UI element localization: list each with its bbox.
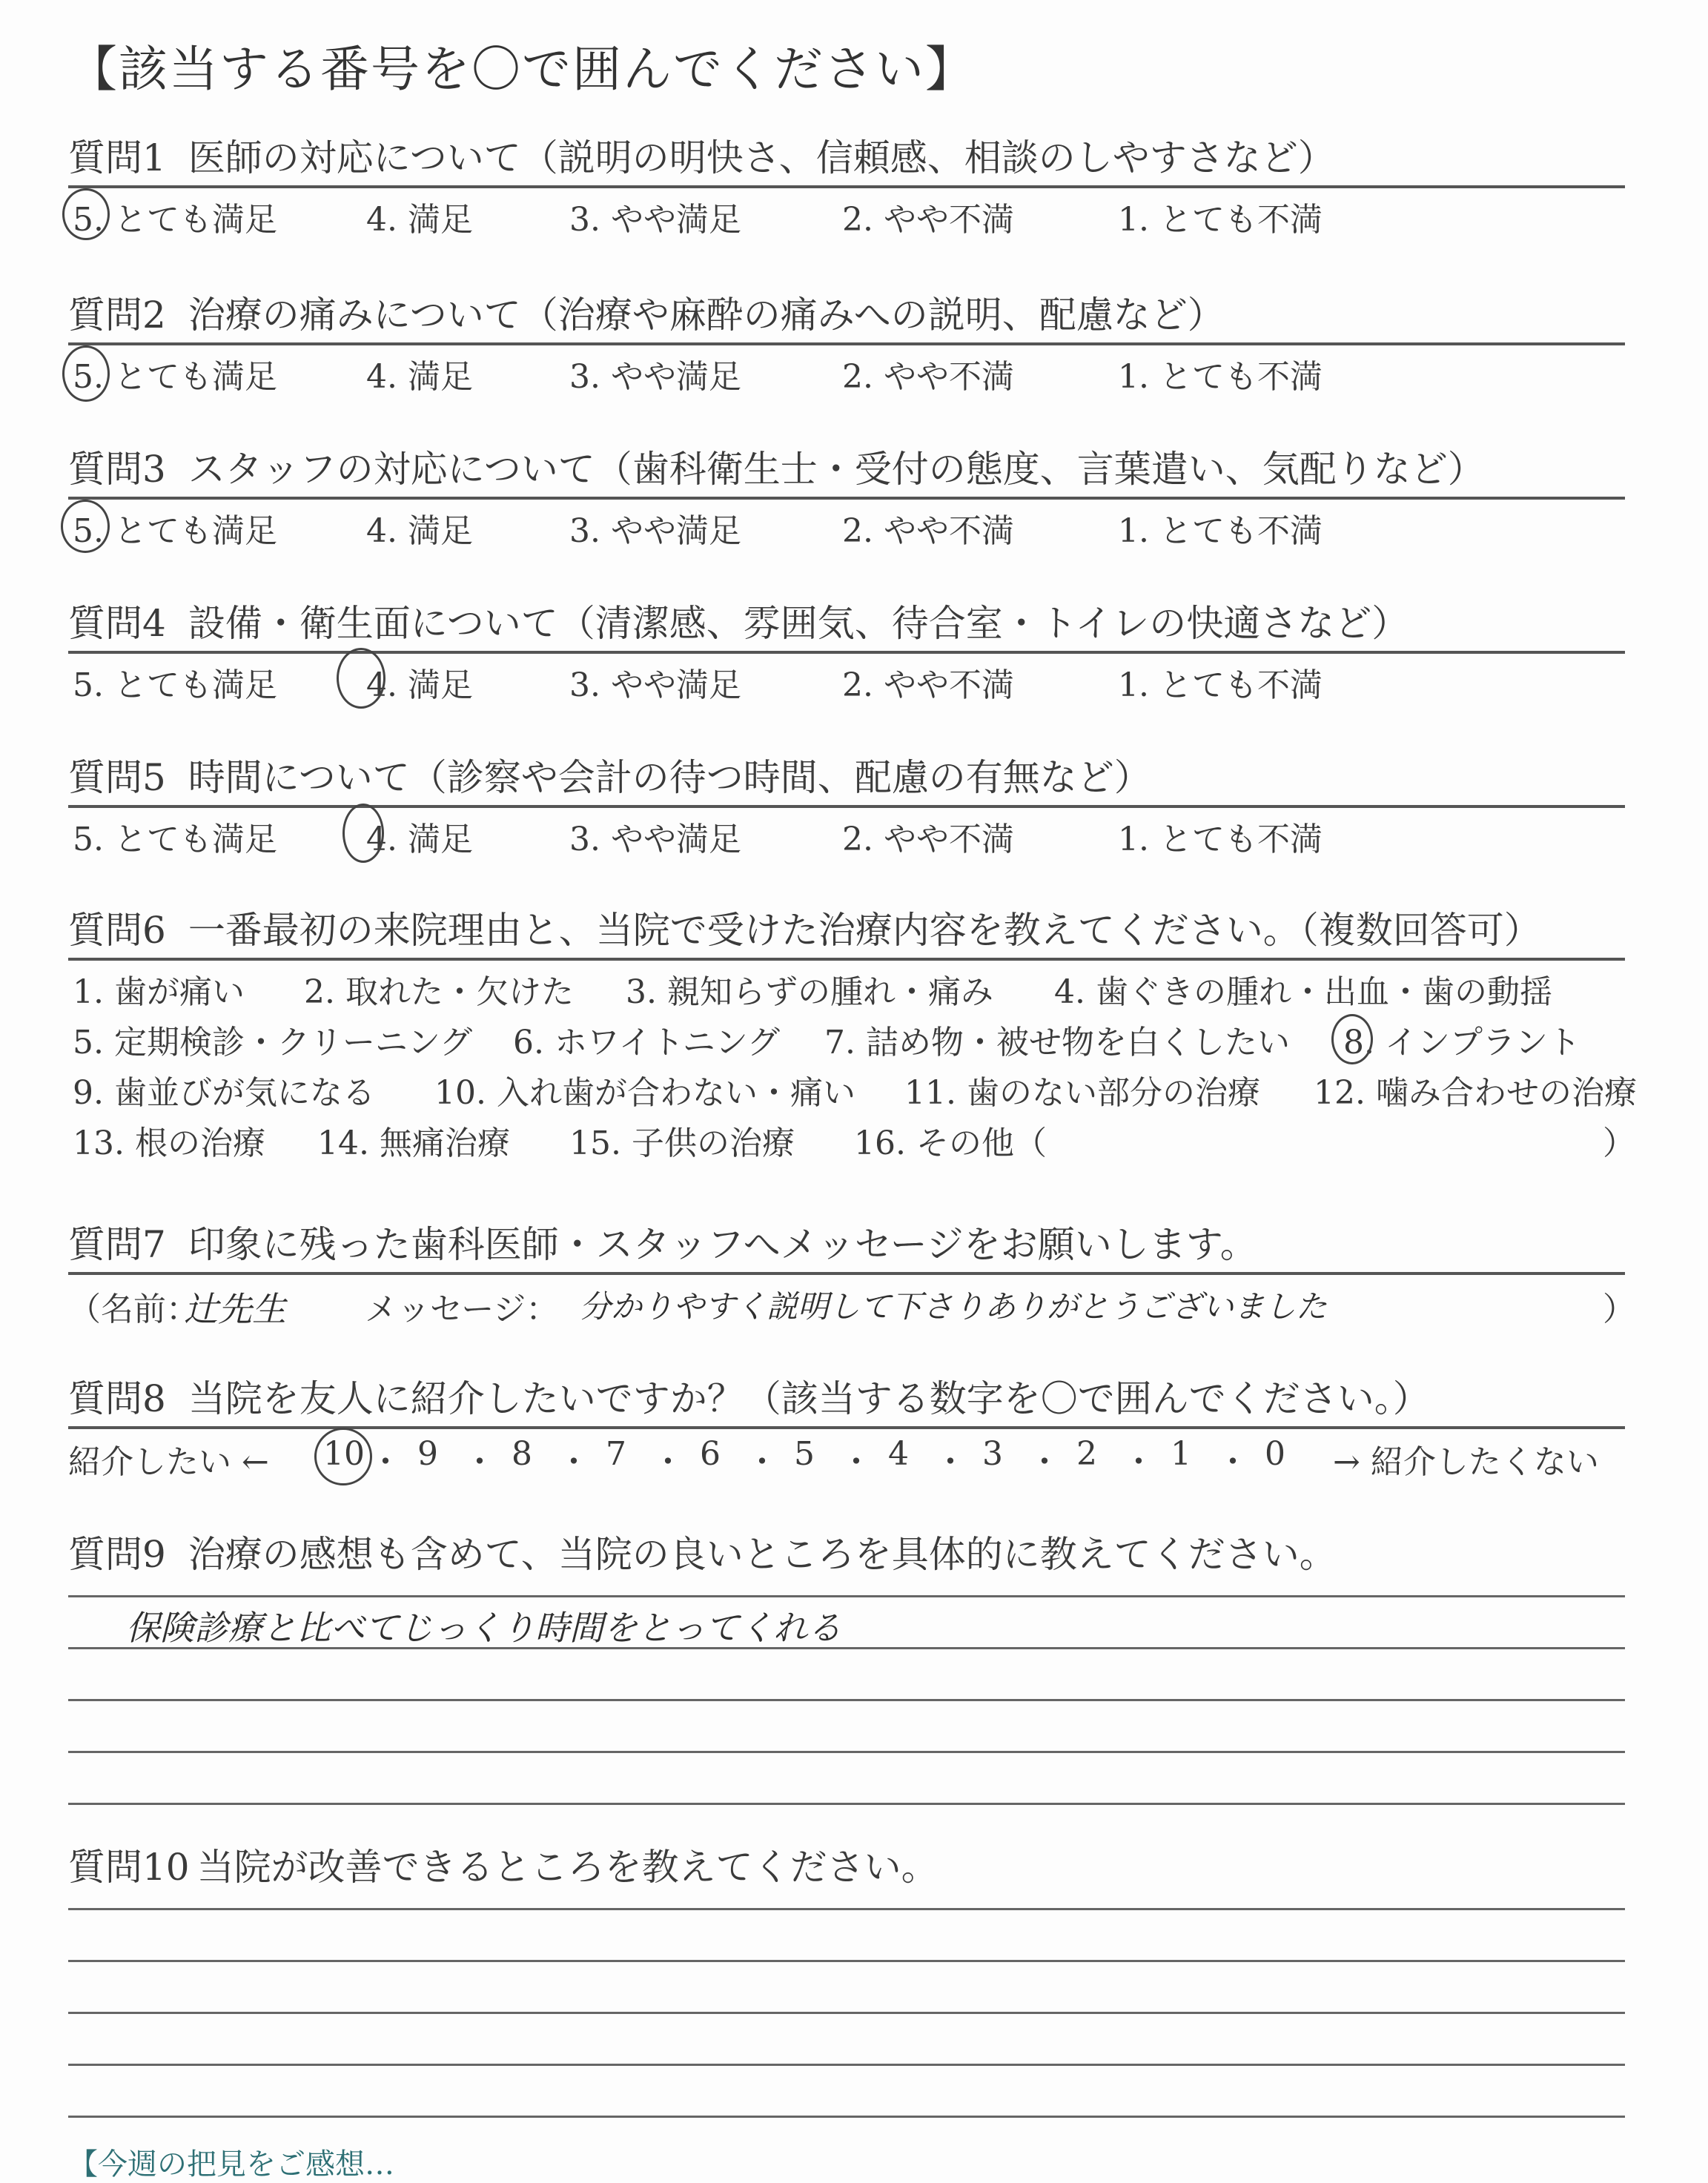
- option-5[interactable]: 5. とても満足: [73, 512, 277, 550]
- scale-separator: ・: [1217, 1443, 1249, 1481]
- option-3[interactable]: 3. やや満足: [569, 512, 741, 550]
- question-4-title: [68, 599, 1625, 648]
- question-8: [68, 1374, 1625, 1483]
- option-2[interactable]: 2. やや不満: [842, 358, 1014, 396]
- option-3[interactable]: 3. やや満足: [569, 201, 741, 239]
- selection-circle: [62, 188, 110, 240]
- answer-line: [68, 1803, 1625, 1805]
- question-number: 質問10: [68, 1846, 190, 1889]
- option-2[interactable]: 2. やや不満: [842, 821, 1014, 858]
- message-row: [68, 1275, 1635, 1329]
- question-text: 設備・衛生面について（清潔感、雰囲気、待合室・トイレの快適さなど）: [188, 602, 1409, 645]
- question-3: [68, 445, 1625, 550]
- scale-value-6[interactable]: 6: [700, 1435, 721, 1473]
- selection-circle: [61, 500, 110, 553]
- scale-separator: ・: [934, 1443, 967, 1481]
- question-number: 質問4: [68, 602, 166, 645]
- message-close-paren: ）: [1603, 1291, 1635, 1328]
- option-7[interactable]: 7. 詰め物・被せ物を白くしたい: [824, 1024, 1290, 1061]
- rating-options: [68, 808, 1625, 858]
- scale-separator: ・: [463, 1443, 496, 1481]
- name-label: （名前：: [68, 1291, 199, 1328]
- option-5[interactable]: 5. とても満足: [73, 358, 277, 396]
- answer-line: [68, 1908, 1625, 1910]
- question-9: [68, 1530, 1625, 1579]
- question-text: スタッフの対応について（歯科衛生士・受付の態度、言葉遣い、気配りなど）: [188, 448, 1485, 491]
- option-4[interactable]: 4. 歯ぐきの腫れ・出血・歯の動揺: [1054, 973, 1552, 1011]
- scale-value-7[interactable]: 7: [606, 1435, 626, 1473]
- rating-options: [68, 345, 1625, 396]
- option-1[interactable]: 1. とても不満: [1118, 512, 1323, 550]
- scale-separator: ・: [1122, 1443, 1155, 1481]
- question-10: [68, 1843, 1625, 1892]
- question-number: 質問9: [68, 1533, 166, 1576]
- option-13[interactable]: 13. 根の治療: [73, 1124, 265, 1162]
- options-row-2: [68, 1011, 1625, 1061]
- question-1: [68, 133, 1625, 239]
- scale-value-0[interactable]: 0: [1265, 1435, 1285, 1473]
- option-6[interactable]: 6. ホワイトニング: [513, 1024, 781, 1061]
- option-8[interactable]: 8. インプラント: [1343, 1024, 1580, 1061]
- option-4[interactable]: 4. 満足: [366, 201, 473, 239]
- question-2: [68, 291, 1625, 396]
- scale-separator: ・: [369, 1443, 402, 1481]
- scale-value-3[interactable]: 3: [982, 1435, 1003, 1473]
- option-1[interactable]: 1. とても不満: [1118, 821, 1323, 858]
- option-4[interactable]: 4. 満足: [366, 666, 473, 704]
- option-4[interactable]: 4. 満足: [366, 821, 473, 858]
- option-4[interactable]: 4. 満足: [366, 358, 473, 396]
- message-label: メッセージ：: [365, 1291, 559, 1328]
- next-section-fragment: 【今週の把見をご感想…: [68, 2147, 394, 2182]
- message-value[interactable]: 分かりやすく説明して下さりありがとうございました: [580, 1288, 1328, 1325]
- rating-options: [68, 500, 1625, 550]
- options-row-4: [68, 1112, 1635, 1162]
- question-number: 質問1: [68, 136, 166, 179]
- option-16[interactable]: 16. その他（: [854, 1124, 1047, 1162]
- answer-line: [68, 2116, 1625, 2118]
- question-text: 医師の対応について（説明の明快さ、信頼感、相談のしやすさなど）: [188, 136, 1335, 179]
- option-5[interactable]: 5. とても満足: [73, 821, 277, 858]
- options-row-3: [68, 1061, 1637, 1112]
- scale-value-2[interactable]: 2: [1076, 1435, 1097, 1473]
- option-2[interactable]: 2. やや不満: [842, 201, 1014, 239]
- scale-separator: ・: [557, 1443, 590, 1481]
- selection-circle: [1331, 1014, 1373, 1064]
- question-10-title: [68, 1843, 1625, 1892]
- option-1[interactable]: 1. とても不満: [1118, 358, 1323, 396]
- answer-line: [68, 1699, 1625, 1701]
- scale-value-8[interactable]: 8: [512, 1435, 532, 1473]
- scale-right-label: → 紹介したくない: [1333, 1443, 1599, 1481]
- option-3[interactable]: 3. やや満足: [569, 821, 741, 858]
- selection-circle: [337, 648, 385, 709]
- question-2-title: [68, 291, 1625, 339]
- option-4[interactable]: 4. 満足: [366, 512, 473, 550]
- question-text: 一番最初の来院理由と、当院で受けた治療内容を教えてください。（複数回答可）: [188, 909, 1541, 952]
- question-text: 当院を友人に紹介したいですか？（該当する数字を〇で囲んでください。）: [188, 1377, 1430, 1420]
- option-5[interactable]: 5. 定期検診・クリーニング: [73, 1024, 473, 1061]
- question-number: 質問5: [68, 756, 166, 799]
- scale-separator: ・: [1028, 1443, 1061, 1481]
- selection-circle: [342, 804, 384, 863]
- name-value[interactable]: 辻先生: [184, 1289, 286, 1329]
- rating-options: [68, 188, 1625, 239]
- question-3-title: [68, 445, 1625, 494]
- question-4: [68, 599, 1625, 704]
- question-text: 治療の感想も含めて、当院の良いところを具体的に教えてください。: [188, 1533, 1337, 1576]
- scale-left-label: 紹介したい ←: [68, 1443, 269, 1481]
- question-5-title: [68, 753, 1625, 802]
- rating-options: [68, 654, 1625, 704]
- option-3[interactable]: 3. やや満足: [569, 666, 741, 704]
- option-2[interactable]: 2. やや不満: [842, 666, 1014, 704]
- question-9-title: [68, 1530, 1625, 1579]
- scale-separator: ・: [840, 1443, 873, 1481]
- question-number: 質問2: [68, 294, 166, 337]
- option-3[interactable]: 3. やや満足: [569, 358, 741, 396]
- option-1[interactable]: 1. 歯が痛い: [73, 973, 245, 1011]
- question-text: 治療の痛みについて（治療や麻酔の痛みへの説明、配慮など）: [188, 294, 1225, 337]
- scale-value-1[interactable]: 1: [1171, 1435, 1191, 1473]
- option-15[interactable]: 15. 子供の治療: [569, 1124, 795, 1162]
- scale-value-10[interactable]: 10: [323, 1435, 365, 1473]
- option-1[interactable]: 1. とても不満: [1118, 666, 1323, 704]
- question-text: 印象に残った歯科医師・スタッフへメッセージをお願いします。: [188, 1223, 1257, 1266]
- answer-line: [68, 1751, 1625, 1753]
- question-number: 質問8: [68, 1377, 166, 1420]
- scale-separator: ・: [652, 1443, 684, 1481]
- option-1[interactable]: 1. とても不満: [1118, 201, 1323, 239]
- answer-line: [68, 1960, 1625, 1962]
- question-1-title: [68, 133, 1625, 182]
- answer-line: [68, 1595, 1625, 1597]
- option-9[interactable]: 9. 歯並びが気になる: [73, 1074, 375, 1112]
- form-header: 【該当する番号を〇で囲んでください】: [68, 41, 976, 98]
- q9-answer[interactable]: 保険診療と比べてじっくり時間をとってくれる: [126, 1608, 842, 1648]
- option-2[interactable]: 2. やや不満: [842, 512, 1014, 550]
- scale-value-5[interactable]: 5: [794, 1435, 815, 1473]
- question-6-title: [68, 906, 1625, 955]
- question-7: [68, 1220, 1635, 1329]
- option-14[interactable]: 14. 無痛治療: [317, 1124, 510, 1162]
- answer-line: [68, 1647, 1625, 1649]
- question-6: [68, 906, 1637, 1162]
- scale-value-4[interactable]: 4: [888, 1435, 909, 1473]
- option-12[interactable]: 12. 噛み合わせの治療: [1314, 1074, 1637, 1112]
- question-5: [68, 753, 1625, 858]
- question-text: 時間について（診察や会計の待つ時間、配慮の有無など）: [188, 756, 1151, 799]
- question-8-title: [68, 1374, 1625, 1423]
- option-5[interactable]: 5. とても満足: [73, 666, 277, 704]
- question-number: 質問7: [68, 1223, 166, 1266]
- question-text: 当院が改善できるところを教えてください。: [196, 1846, 939, 1889]
- option-3[interactable]: 3. 親知らずの腫れ・痛み: [626, 973, 993, 1011]
- option-5[interactable]: 5. とても満足: [73, 201, 277, 239]
- selection-circle: [62, 345, 110, 402]
- option-11[interactable]: 11. 歯のない部分の治療: [904, 1074, 1260, 1112]
- scale-separator: ・: [746, 1443, 778, 1481]
- scale-value-9[interactable]: 9: [417, 1435, 438, 1473]
- options-row-1: [68, 961, 1625, 1011]
- option-10[interactable]: 10. 入れ歯が合わない・痛い: [434, 1074, 855, 1112]
- other-close-paren: ）: [1603, 1124, 1635, 1162]
- question-number: 質問6: [68, 909, 166, 952]
- answer-line: [68, 2012, 1625, 2014]
- answer-line: [68, 2064, 1625, 2066]
- question-number: 質問3: [68, 448, 166, 491]
- question-7-title: [68, 1220, 1625, 1269]
- option-2[interactable]: 2. 取れた・欠けた: [304, 973, 574, 1011]
- recommend-scale: [68, 1429, 1625, 1483]
